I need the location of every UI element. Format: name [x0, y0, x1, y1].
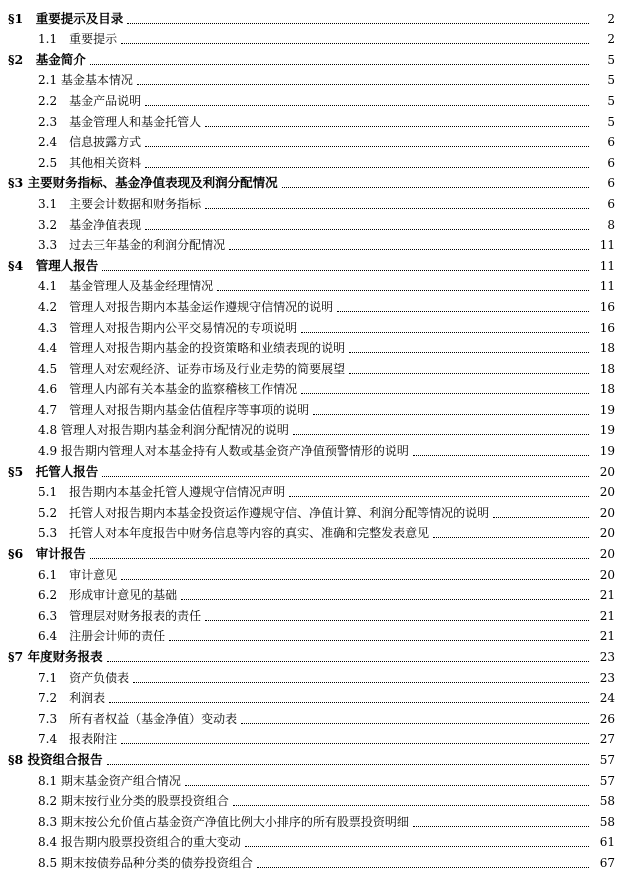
dot-leader — [313, 414, 589, 415]
toc-entry-page-number: 6 — [607, 135, 615, 150]
toc-entry-title: 5.1 报告期内本基金托管人遵规守信情况声明 — [38, 485, 286, 500]
dot-leader — [169, 640, 589, 641]
toc-entry-page-number: 24 — [599, 691, 615, 706]
toc-entry-page-number: 6 — [607, 196, 615, 211]
toc-entry-page-number: 61 — [599, 835, 615, 850]
toc-section-entry[interactable] — [0, 541, 621, 562]
toc-entry-title: §6 审计报告 — [8, 546, 86, 562]
toc-subsection-entry[interactable] — [0, 480, 621, 501]
toc-entry-title: 2.3 基金管理人和基金托管人 — [38, 114, 202, 129]
toc-entry-title: 4.8 管理人对报告期内基金利润分配情况的说明 — [38, 423, 289, 438]
toc-subsection-entry[interactable] — [0, 686, 621, 707]
toc-entry-page-number: 16 — [599, 299, 615, 314]
dot-leader — [229, 249, 589, 250]
dot-leader — [102, 270, 589, 271]
dot-leader — [301, 393, 589, 394]
toc-entry-page-number: 19 — [599, 444, 615, 459]
dot-leader — [205, 208, 589, 209]
toc-entry-title: 7.2 利润表 — [38, 691, 106, 706]
toc-subsection-entry[interactable] — [0, 727, 621, 748]
toc-entry-title: 4.4 管理人对报告期内基金的投资策略和业绩表现的说明 — [38, 341, 346, 356]
toc-entry-title: 6.2 形成审计意见的基础 — [38, 588, 178, 603]
toc-subsection-entry[interactable] — [0, 88, 621, 109]
toc-entry-title: 5.3 托管人对本年度报告中财务信息等内容的真实、准确和完整发表意见 — [38, 526, 430, 541]
toc-subsection-entry[interactable] — [0, 336, 621, 357]
toc-section-entry[interactable] — [0, 644, 621, 665]
toc-entry-title: 6.3 管理层对财务报表的责任 — [38, 608, 202, 623]
toc-entry-title: 4.7 管理人对报告期内基金估值程序等事项的说明 — [38, 402, 310, 417]
dot-leader — [257, 867, 589, 868]
toc-section-entry[interactable] — [0, 253, 621, 274]
toc-entry-page-number: 6 — [607, 155, 615, 170]
table-of-contents — [0, 6, 621, 871]
toc-subsection-entry[interactable] — [0, 438, 621, 459]
toc-subsection-entry[interactable] — [0, 377, 621, 398]
toc-entry-title: 3.2 基金净值表现 — [38, 217, 142, 232]
toc-subsection-entry[interactable] — [0, 521, 621, 542]
toc-subsection-entry[interactable] — [0, 850, 621, 871]
toc-entry-page-number: 20 — [599, 485, 615, 500]
toc-entry-title: §2 基金简介 — [8, 51, 86, 67]
dot-leader — [102, 476, 589, 477]
toc-entry-page-number: 26 — [599, 711, 615, 726]
toc-subsection-entry[interactable] — [0, 706, 621, 727]
toc-entry-page-number: 6 — [607, 176, 615, 191]
dot-leader — [233, 805, 589, 806]
toc-entry-page-number: 57 — [599, 773, 615, 788]
toc-entry-page-number: 5 — [607, 114, 615, 129]
dot-leader — [205, 126, 589, 127]
dot-leader — [145, 167, 589, 168]
toc-entry-page-number: 5 — [607, 52, 615, 67]
dot-leader — [137, 84, 589, 85]
toc-subsection-entry[interactable] — [0, 665, 621, 686]
dot-leader — [145, 229, 589, 230]
toc-subsection-entry[interactable] — [0, 418, 621, 439]
dot-leader — [301, 332, 589, 333]
toc-entry-title: 4.3 管理人对报告期内公平交易情况的专项说明 — [38, 320, 298, 335]
toc-entry-page-number: 57 — [599, 752, 615, 767]
toc-entry-title: 8.5 期末按债券品种分类的债券投资组合 — [38, 855, 253, 870]
toc-subsection-entry[interactable] — [0, 624, 621, 645]
dot-leader — [107, 764, 589, 765]
toc-entry-page-number: 20 — [599, 567, 615, 582]
toc-entry-title: §1 重要提示及目录 — [8, 10, 124, 26]
dot-leader — [282, 187, 589, 188]
dot-leader — [413, 826, 589, 827]
toc-entry-title: 2.1 基金基本情况 — [38, 73, 133, 88]
toc-entry-page-number: 20 — [599, 526, 615, 541]
toc-entry-title: 8.4 报告期内股票投资组合的重大变动 — [38, 835, 241, 850]
toc-entry-page-number: 5 — [607, 73, 615, 88]
toc-entry-page-number: 11 — [599, 238, 615, 253]
toc-subsection-entry[interactable] — [0, 603, 621, 624]
toc-entry-page-number: 19 — [599, 423, 615, 438]
toc-subsection-entry[interactable] — [0, 212, 621, 233]
toc-entry-title: 6.4 注册会计师的责任 — [38, 629, 166, 644]
dot-leader — [413, 455, 589, 456]
toc-subsection-entry[interactable] — [0, 397, 621, 418]
toc-entry-page-number: 23 — [599, 650, 615, 664]
toc-subsection-entry[interactable] — [0, 294, 621, 315]
toc-entry-title: 3.3 过去三年基金的利润分配情况 — [38, 238, 226, 253]
toc-entry-page-number: 23 — [599, 670, 615, 685]
dot-leader — [349, 352, 589, 353]
toc-subsection-entry[interactable] — [0, 768, 621, 789]
toc-entry-title: 8.2 期末按行业分类的股票投资组合 — [38, 794, 229, 809]
toc-subsection-entry[interactable] — [0, 274, 621, 295]
dot-leader — [205, 620, 589, 621]
dot-leader — [121, 579, 589, 580]
toc-entry-page-number: 19 — [599, 402, 615, 417]
toc-entry-title: §4 管理人报告 — [8, 257, 99, 273]
toc-entry-title: 7.4 报表附注 — [38, 732, 118, 747]
toc-subsection-entry[interactable] — [0, 500, 621, 521]
dot-leader — [90, 64, 589, 65]
dot-leader — [121, 743, 589, 744]
toc-section-entry[interactable] — [0, 47, 621, 68]
dot-leader — [133, 682, 589, 683]
toc-entry-page-number: 27 — [599, 732, 615, 747]
dot-leader — [217, 290, 589, 291]
toc-subsection-entry[interactable] — [0, 830, 621, 851]
toc-entry-title: 4.5 管理人对宏观经济、证券市场及行业走势的简要展望 — [38, 361, 346, 376]
dot-leader — [109, 702, 589, 703]
toc-entry-title: 4.2 管理人对报告期内本基金运作遵规守信情况的说明 — [38, 299, 334, 314]
toc-entry-page-number: 67 — [599, 855, 615, 870]
toc-subsection-entry[interactable] — [0, 583, 621, 604]
toc-entry-title: 4.6 管理人内部有关本基金的监察稽核工作情况 — [38, 382, 298, 397]
toc-entry-page-number: 20 — [599, 547, 615, 562]
toc-subsection-entry[interactable] — [0, 191, 621, 212]
toc-entry-title: 4.9 报告期内管理人对本基金持有人数或基金资产净值预警情形的说明 — [38, 444, 409, 459]
dot-leader — [121, 43, 589, 44]
toc-entry-title: §7 年度财务报表 — [8, 649, 103, 664]
dot-leader — [433, 537, 589, 538]
toc-subsection-entry[interactable] — [0, 68, 621, 89]
dot-leader — [493, 517, 589, 518]
toc-entry-title: 8.3 期末按公允价值占基金资产净值比例大小排序的所有股票投资明细 — [38, 814, 409, 829]
toc-subsection-entry[interactable] — [0, 356, 621, 377]
toc-section-entry[interactable] — [0, 459, 621, 480]
toc-entry-page-number: 20 — [599, 505, 615, 520]
toc-entry-title: 2.5 其他相关资料 — [38, 155, 142, 170]
toc-entry-title: 1.1 重要提示 — [38, 32, 118, 47]
toc-entry-page-number: 16 — [599, 320, 615, 335]
toc-subsection-entry[interactable] — [0, 789, 621, 810]
dot-leader — [145, 146, 589, 147]
toc-section-entry[interactable] — [0, 171, 621, 192]
toc-entry-page-number: 21 — [599, 629, 615, 644]
toc-entry-page-number: 8 — [607, 217, 615, 232]
dot-leader — [145, 105, 589, 106]
toc-entry-title: 6.1 审计意见 — [38, 567, 118, 582]
toc-entry-page-number: 58 — [599, 814, 615, 829]
dot-leader — [181, 599, 589, 600]
dot-leader — [337, 311, 589, 312]
toc-entry-page-number: 2 — [607, 32, 615, 47]
toc-entry-title: 3.1 主要会计数据和财务指标 — [38, 196, 202, 211]
toc-subsection-entry[interactable] — [0, 27, 621, 48]
toc-section-entry[interactable] — [0, 6, 621, 27]
toc-subsection-entry[interactable] — [0, 130, 621, 151]
toc-entry-title: 7.3 所有者权益（基金净值）变动表 — [38, 711, 238, 726]
toc-subsection-entry[interactable] — [0, 315, 621, 336]
toc-entry-page-number: 18 — [599, 361, 615, 376]
toc-entry-title: 2.2 基金产品说明 — [38, 93, 142, 108]
toc-entry-page-number: 5 — [607, 93, 615, 108]
toc-subsection-entry[interactable] — [0, 150, 621, 171]
toc-subsection-entry[interactable] — [0, 562, 621, 583]
toc-entry-title: §3 主要财务指标、基金净值表现及利润分配情况 — [8, 175, 278, 191]
dot-leader — [107, 661, 589, 662]
dot-leader — [90, 558, 589, 559]
toc-entry-page-number: 18 — [599, 382, 615, 397]
toc-subsection-entry[interactable] — [0, 233, 621, 254]
dot-leader — [349, 373, 589, 374]
toc-entry-title: 4.1 基金管理人及基金经理情况 — [38, 279, 214, 294]
toc-entry-page-number: 2 — [607, 11, 615, 26]
toc-section-entry[interactable] — [0, 747, 621, 768]
toc-entry-page-number: 58 — [599, 794, 615, 809]
toc-subsection-entry[interactable] — [0, 109, 621, 130]
dot-leader — [289, 496, 589, 497]
toc-subsection-entry[interactable] — [0, 809, 621, 830]
toc-entry-title: §8 投资组合报告 — [8, 751, 103, 767]
toc-entry-page-number: 18 — [599, 341, 615, 356]
toc-entry-title: 8.1 期末基金资产组合情况 — [38, 773, 181, 788]
dot-leader — [185, 785, 589, 786]
toc-entry-title: 5.2 托管人对报告期内本基金投资运作遵规守信、净值计算、利润分配等情况的说明 — [38, 505, 490, 520]
toc-entry-title: 7.1 资产负债表 — [38, 670, 130, 685]
dot-leader — [245, 846, 589, 847]
toc-entry-title: §5 托管人报告 — [8, 463, 99, 479]
dot-leader — [293, 434, 589, 435]
toc-entry-page-number: 11 — [599, 279, 615, 294]
toc-entry-page-number: 20 — [599, 464, 615, 479]
dot-leader — [127, 23, 589, 24]
toc-entry-page-number: 21 — [599, 608, 615, 623]
toc-entry-page-number: 21 — [599, 588, 615, 603]
toc-entry-title: 2.4 信息披露方式 — [38, 135, 142, 150]
dot-leader — [241, 723, 589, 724]
toc-entry-page-number: 11 — [599, 258, 615, 273]
